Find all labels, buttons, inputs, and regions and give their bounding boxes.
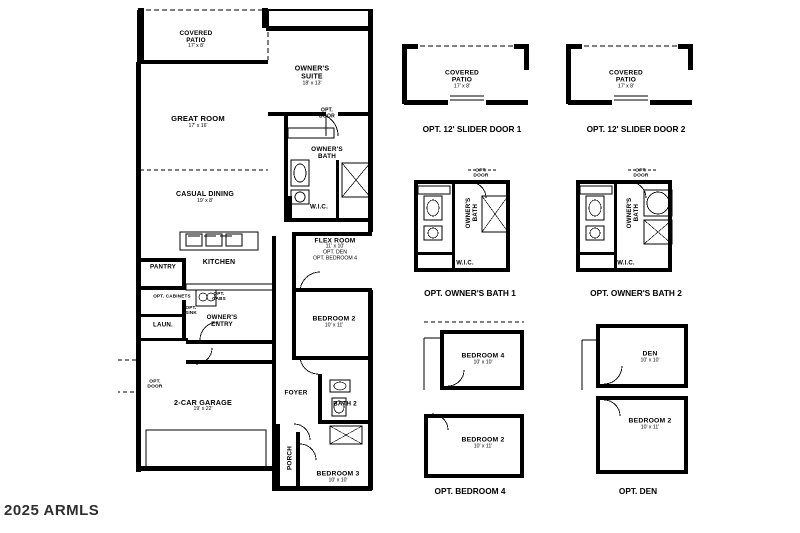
room-label-line: FLEX ROOM xyxy=(314,237,356,245)
opt5-label-bedroom-4 xyxy=(462,352,505,365)
watermark-copyright: 2025 ARMLS xyxy=(4,502,100,519)
room-label-line: BEDROOM 3 xyxy=(316,470,360,478)
room-label-laun xyxy=(153,323,173,330)
option-caption-owners-bath-2: OPT. OWNER'S BATH 2 xyxy=(590,288,682,298)
room-label-great-room xyxy=(171,115,225,129)
opt6-label-bedroom-2 xyxy=(629,417,672,430)
room-label-line: OWNER'S xyxy=(311,145,343,153)
room-label-line: PATIO xyxy=(451,77,473,85)
room-label-line: DOOR xyxy=(633,174,649,179)
room-label-covered-patio xyxy=(179,30,212,50)
room-label-pantry xyxy=(150,265,176,272)
room-label-owners-bath xyxy=(311,146,343,160)
room-label-line: PORCH xyxy=(286,445,294,471)
room-label-line: FOYER xyxy=(284,389,308,397)
room-label-two-car-garage xyxy=(174,399,232,413)
room-label-line: SINK xyxy=(185,310,197,315)
room-label-line: PATIO xyxy=(615,77,637,85)
room-label-bedroom-2 xyxy=(313,315,356,328)
room-dimension: 10' x 11' xyxy=(640,423,660,430)
room-label-line: BATH xyxy=(317,153,337,160)
room-label-casual-dining xyxy=(176,191,234,205)
room-label-line: OPT. xyxy=(213,290,225,296)
room-label-line: BATH 2 xyxy=(333,400,357,408)
room-dimension: 17' x 8' xyxy=(617,83,635,90)
room-label-bath-2 xyxy=(333,400,357,407)
room-dimension: 10' x 11' xyxy=(473,442,493,449)
room-label-wic xyxy=(310,205,328,212)
room-label-line: PANTRY xyxy=(150,263,176,271)
room-label-opt-cabinets xyxy=(153,293,191,298)
room-dimension: 11' x 10' xyxy=(325,243,345,250)
opt5-label-bedroom-2 xyxy=(462,436,505,449)
room-label-line: OPT. xyxy=(149,379,161,385)
room-label-line: OPT. xyxy=(185,304,197,310)
room-label-line: OPT. xyxy=(635,168,647,174)
room-label-line: W.I.C. xyxy=(456,260,474,267)
room-label-opt-door-garage xyxy=(147,380,162,391)
room-label-line: OPT. xyxy=(321,107,333,114)
option-caption-slider-door-2: OPT. 12' SLIDER DOOR 2 xyxy=(586,124,686,134)
room-label-line: W.I.C. xyxy=(617,260,635,267)
room-label-line: OWNER'S xyxy=(465,197,473,229)
option-caption-den: OPT. DEN xyxy=(618,486,658,496)
room-label-opt-door-suite xyxy=(319,108,335,119)
room-label-line: GREAT ROOM xyxy=(171,113,225,123)
room-dimension: 18' x 13' xyxy=(302,79,322,86)
option-caption-slider-door-1: OPT. 12' SLIDER DOOR 1 xyxy=(422,124,522,134)
room-label-line: OWNER'S xyxy=(206,314,238,322)
room-label-line: W.I.C. xyxy=(309,203,329,211)
room-label-flex-room xyxy=(313,238,357,263)
room-label-owners-entry xyxy=(207,315,238,329)
room-alt-use: OPT. DEN xyxy=(323,249,347,256)
room-label-line: BEDROOM 2 xyxy=(628,417,672,425)
room-label-line: DOOR xyxy=(473,174,489,179)
room-label-line: COVERED xyxy=(179,29,213,37)
room-alt-use: OPT. BEDROOM 4 xyxy=(312,255,358,262)
option-caption-owners-bath-1: OPT. OWNER'S BATH 1 xyxy=(424,288,516,298)
room-label-line: KITCHEN xyxy=(202,259,236,267)
room-label-line: DEN xyxy=(642,350,658,358)
room-dimension: 17' x 8' xyxy=(187,43,205,50)
opt1-room-label-covered-patio xyxy=(445,70,479,91)
room-label-line: COVERED xyxy=(444,69,480,77)
room-label-line: OWNER'S xyxy=(626,197,634,229)
opt3-label-opt-door xyxy=(473,169,488,180)
option-caption-bedroom-4: OPT. BEDROOM 4 xyxy=(434,486,506,496)
room-label-opt-sink xyxy=(185,305,197,315)
opt4-label-wic xyxy=(617,261,635,268)
room-label-opt-cabs xyxy=(212,291,226,301)
room-label-line: LAUN. xyxy=(153,321,173,329)
opt2-room-label-covered-patio xyxy=(609,70,643,91)
room-label-line: BEDROOM 2 xyxy=(312,315,356,323)
room-label-owners-suite xyxy=(295,65,330,86)
room-label-line: BATH xyxy=(633,204,640,222)
room-label-foyer xyxy=(284,389,307,396)
room-label-porch xyxy=(286,446,293,470)
room-label-line: OPT. CABINETS xyxy=(153,293,191,299)
room-label-line: DOOR xyxy=(319,113,335,119)
room-label-line: COVERED xyxy=(608,69,644,77)
room-label-line: ENTRY xyxy=(211,321,233,328)
opt4-label-opt-door xyxy=(633,169,648,180)
room-dimension: 10' x 10' xyxy=(328,476,348,483)
room-dimension: 10' x 10' xyxy=(640,356,660,363)
room-label-line: OWNER'S xyxy=(294,65,330,73)
room-dimension: 10' x 10' xyxy=(473,358,493,365)
opt6-label-den xyxy=(641,350,660,363)
opt3-label-owners-bath xyxy=(466,198,480,229)
room-label-line: BEDROOM 4 xyxy=(461,352,505,360)
opt4-label-owners-bath xyxy=(627,198,641,229)
room-label-line: OPT. xyxy=(475,168,487,174)
room-label-line: CABS xyxy=(212,296,226,301)
room-label-kitchen xyxy=(203,259,236,267)
room-label-line: BEDROOM 2 xyxy=(461,436,505,444)
room-label-line: CASUAL DINING xyxy=(175,191,235,199)
room-label-bedroom-3 xyxy=(317,470,360,483)
room-dimension: 17' x 8' xyxy=(453,83,471,90)
opt3-label-wic xyxy=(456,261,474,268)
room-dimension: 10' x 11' xyxy=(324,321,344,328)
room-dimension: 19' x 22' xyxy=(193,406,213,413)
room-label-line: 2-CAR GARAGE xyxy=(174,398,232,408)
room-label-line: DOOR xyxy=(147,385,163,390)
room-dimension: 17' x 16' xyxy=(188,122,208,129)
room-dimension: 19' x 8' xyxy=(196,198,214,205)
room-label-line: SUITE xyxy=(301,73,323,81)
room-label-line: BATH xyxy=(472,204,479,222)
room-label-line: PATIO xyxy=(186,37,206,45)
